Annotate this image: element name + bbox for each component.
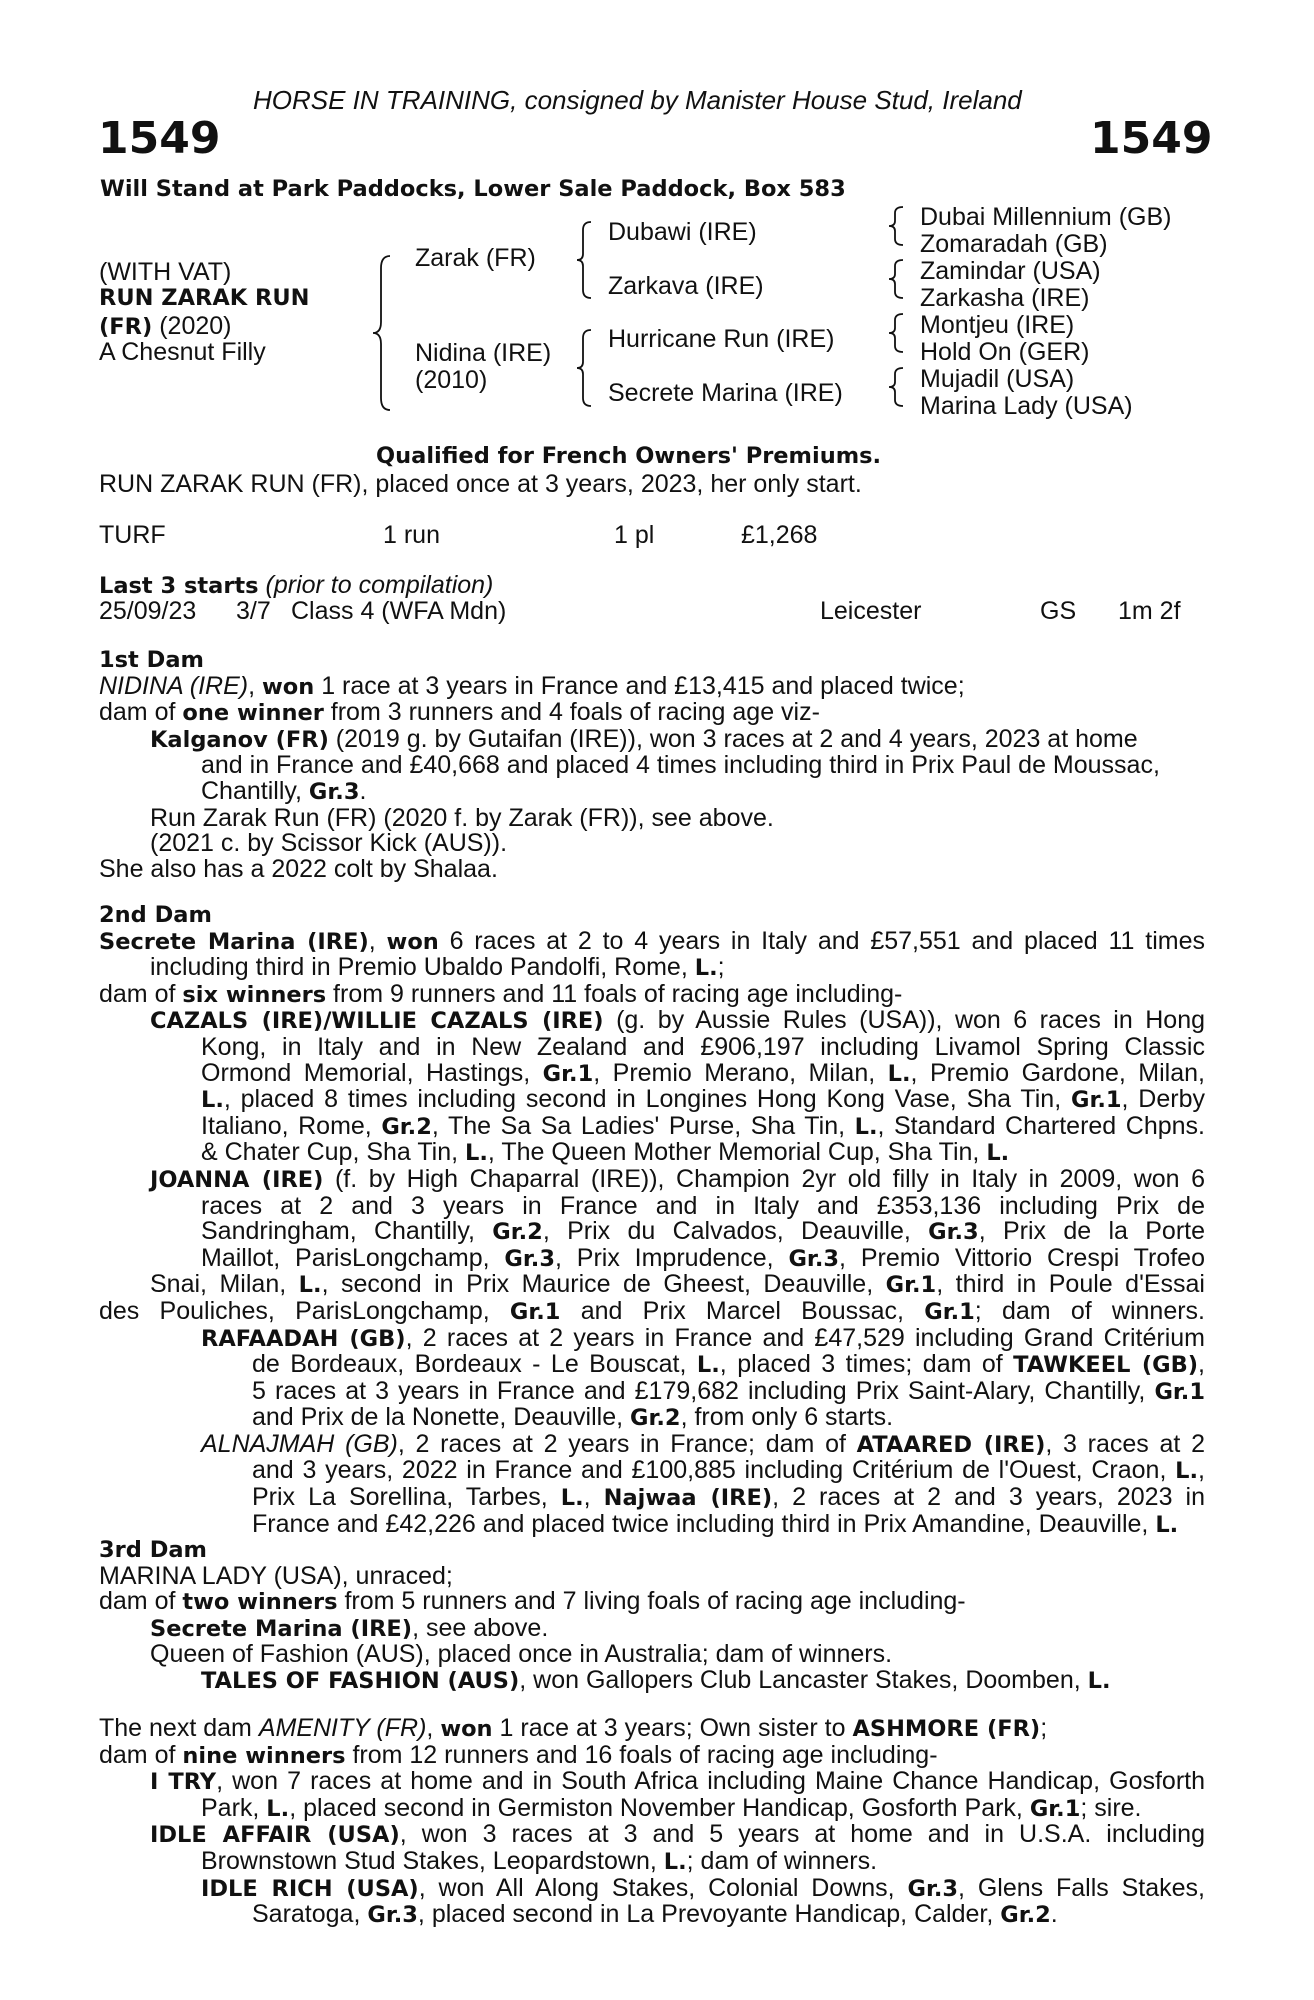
progeny-name: ATAARED (IRE): [856, 1431, 1046, 1458]
pedigree-gg-1: Dubai Millennium (GB): [920, 203, 1172, 231]
text: , Prix de la Porte: [978, 1217, 1205, 1246]
next-dam-progeny: [99, 1769, 1205, 1929]
text-line: [252, 1485, 1205, 1512]
progeny-name: Secrete Marina (IRE): [150, 1615, 413, 1642]
text: , won 7 races at home and in South Africa including Maine Chance Handicap, Gosforth: [216, 1767, 1205, 1796]
winners-count: two winners: [182, 1589, 338, 1616]
grade: L.: [201, 1087, 224, 1114]
last-starts-note: (prior to compilation): [258, 571, 494, 599]
won-label: won: [261, 673, 315, 700]
text: dam of: [99, 1740, 183, 1769]
text: , from only 6 starts.: [680, 1403, 894, 1432]
horse-country: (FR): [99, 314, 153, 340]
text-line: [201, 1219, 1205, 1246]
horse-name: RUN ZARAK RUN: [99, 285, 310, 311]
grade: Gr.3: [504, 1245, 555, 1272]
progeny-run-zarak-run: Run Zarak Run (FR) (2020 f. by Zarak (FR)), see above.: [150, 803, 774, 832]
third-dam-progeny: [99, 1613, 1205, 1695]
text: .: [1050, 1900, 1058, 1929]
dam-name: NIDINA (IRE): [99, 671, 249, 700]
text: , placed 3 times; dam of: [719, 1350, 1014, 1379]
premiums-note: Qualified for French Owners' Premiums.: [376, 443, 882, 469]
record-runs: 1 run: [383, 521, 440, 549]
text-line: [252, 1352, 1205, 1379]
text-line: Kong, in Italy and in New Zealand and £906,197 including Livamol Spring Classic: [201, 1032, 1205, 1061]
next-dam-produce-line: [99, 1740, 1205, 1770]
progeny-cazals: [150, 1008, 1205, 1035]
text: , third in Poule d'Essai: [936, 1270, 1205, 1299]
progeny-name: I TRY: [150, 1769, 217, 1796]
text: 5 races at 3 years in France and £179,682 including Prix Saint-Alary, Chantilly,: [252, 1376, 1155, 1405]
text: and Prix Marcel Boussac,: [560, 1296, 925, 1325]
progeny-joanna-cont: [150, 1191, 1205, 1273]
second-dam-line: [99, 926, 1205, 956]
text: Chantilly,: [201, 776, 309, 805]
grade: L.: [298, 1272, 322, 1299]
text-line: races at 2 and 3 years in France and in Italy and £353,136 including Prix de: [201, 1191, 1205, 1220]
lot-number-left: 1549: [98, 113, 221, 164]
grade: Gr.3: [308, 778, 360, 805]
start-distance: 1m 2f: [1118, 597, 1181, 625]
grade: Gr.2: [1000, 1902, 1051, 1929]
text: , Prix du Calvados, Deauville,: [542, 1217, 929, 1246]
grade: L.: [1087, 1667, 1111, 1694]
text: ; dam of winners.: [974, 1296, 1206, 1325]
grade: Gr.1: [509, 1298, 561, 1325]
text: , The Queen Mother Memorial Cup, Sha Tin,: [487, 1138, 987, 1167]
progeny-kalganov-cont2: [150, 776, 1205, 806]
text: ,: [1198, 1350, 1205, 1379]
text: 1 race at 3 years; Own sister to: [492, 1714, 853, 1742]
start-going: GS: [1040, 597, 1077, 625]
stand-location: Will Stand at Park Paddocks, Lower Sale Paddock, Box 583: [100, 176, 846, 202]
text: Italiano, Rome,: [201, 1111, 382, 1140]
progeny-i-try-cont: [150, 1793, 1205, 1823]
text: , placed 8 times including second in Longines Hong Kong Vase, Sha Tin,: [223, 1085, 1071, 1114]
third-dam-produce-line: [99, 1589, 1205, 1616]
grade: L.: [266, 1795, 290, 1822]
text: , Premio Merano, Milan,: [593, 1058, 888, 1087]
text: , won Gallopers Club Lancaster Stakes, Doomben,: [519, 1665, 1088, 1694]
text: and 3 years, 2022 in France and £100,885 including Critérium de l'Ouest, Craon,: [252, 1456, 1176, 1485]
horse-year: (2020): [152, 312, 232, 340]
vat-note: (WITH VAT): [99, 258, 232, 286]
text: 6 races at 2 to 4 years in Italy and £57,551 and placed 11 times: [438, 926, 1205, 955]
grade: L.: [663, 1848, 687, 1875]
winners-count: six winners: [182, 981, 327, 1008]
text: , 2 races at 2 and 3 years, 2023 in: [772, 1483, 1205, 1512]
text: Brownstown Stud Stakes, Leopardstown,: [201, 1846, 664, 1875]
text: , Prix Imprudence,: [554, 1243, 789, 1272]
first-dam-heading: 1st Dam: [99, 647, 204, 673]
text: ,: [583, 1483, 604, 1512]
consignor-title: HORSE IN TRAINING, consigned by Manister House Stud, Ireland: [253, 85, 1022, 115]
text: and Prix de la Nonette, Deauville,: [252, 1403, 630, 1432]
grade: Gr.1: [1070, 1087, 1122, 1114]
text: (g. by Aussie Rules (USA)), won 6 races in Hong: [603, 1006, 1205, 1035]
text: ; sire.: [1080, 1793, 1142, 1822]
third-dam-line: MARINA LADY (USA), unraced;: [99, 1561, 453, 1590]
lot-number-right: 1549: [1090, 113, 1213, 164]
pedigree-dam-dam: Secrete Marina (IRE): [608, 379, 843, 407]
record-earnings: £1,268: [741, 521, 818, 549]
idle-affair-progeny: [150, 1873, 1205, 1929]
second-dam-section: [99, 903, 1205, 1538]
text: dam of: [99, 698, 183, 727]
text: de Bordeaux, Bordeaux - Le Bouscat,: [252, 1350, 697, 1379]
next-dam-line: [99, 1716, 1205, 1743]
pedigree-brace-3a: [888, 205, 906, 247]
text: , second in Prix Maurice de Gheest, Deauville,: [321, 1270, 886, 1299]
progeny-joanna-cont3: [150, 1272, 1205, 1299]
text: 1 race at 3 years in France and £13,415 and placed twice;: [314, 671, 965, 700]
first-dam-also: She also has a 2022 colt by Shalaa.: [99, 854, 498, 883]
grade: Gr.1: [542, 1060, 594, 1087]
progeny-name: IDLE RICH (USA): [201, 1875, 419, 1902]
progeny-idle-rich: [201, 1873, 1205, 1903]
text: ,: [1198, 1456, 1205, 1485]
grade: L.: [1175, 1458, 1199, 1485]
progeny-joanna-cont4: [99, 1296, 1206, 1326]
winners-count: nine winners: [182, 1742, 346, 1769]
text: Maillot, ParisLongchamp,: [201, 1243, 505, 1272]
record-placings: 1 pl: [614, 521, 655, 549]
progeny-name: Najwaa (IRE): [603, 1485, 773, 1512]
sep: ,: [248, 671, 262, 700]
pedigree-gg-6: Hold On (GER): [920, 338, 1090, 366]
grade: L.: [560, 1485, 584, 1512]
text-line: [201, 1058, 1205, 1088]
progeny-name: IDLE AFFAIR (USA): [150, 1822, 400, 1849]
second-dam-heading: 2nd Dam: [99, 902, 212, 928]
text-line: [201, 1087, 1205, 1114]
text: from 3 runners and 4 foals of racing age viz-: [323, 698, 820, 727]
text: Sandringham, Chantilly,: [201, 1217, 493, 1246]
text: Prix La Sorellina, Tarbes,: [252, 1483, 561, 1512]
text: (2019 g. by Gutaifan (IRE)), won 3 races at 2 and 4 years, 2023 at home: [328, 724, 1138, 753]
grade: Gr.2: [492, 1219, 543, 1246]
first-dam-progeny: [99, 724, 1205, 858]
text-line: [252, 1458, 1205, 1485]
won-label: won: [440, 1716, 493, 1742]
next-dam-section: [99, 1716, 1205, 1929]
joanna-progeny: [99, 1323, 1206, 1539]
text: France and £42,226 and placed twice including third in Prix Amandine, Deauville,: [252, 1509, 1156, 1538]
grade: L.: [854, 1113, 878, 1140]
pedigree-sire-dam: Zarkava (IRE): [608, 272, 764, 300]
progeny-rafaadah: [201, 1323, 1206, 1353]
pedigree-gg-3: Zamindar (USA): [920, 257, 1101, 285]
progeny-idle-rich-cont: [201, 1902, 1205, 1929]
second-dam-progeny: [99, 1008, 1205, 1299]
pedigree-brace-2a: [576, 220, 594, 300]
progeny-queen-of-fashion: Queen of Fashion (AUS), placed once in Australia; dam of winners.: [150, 1640, 893, 1669]
progeny-alnajmah-cont: [201, 1458, 1205, 1538]
start-course: Leicester: [820, 597, 922, 625]
text: , placed second in Germiston November Handicap, Gosforth Park,: [289, 1793, 1030, 1822]
text: .: [359, 776, 367, 805]
progeny-joanna: [150, 1164, 1205, 1194]
grade: Gr.1: [924, 1298, 975, 1325]
winners-count: one winner: [182, 700, 324, 727]
grade: Gr.1: [1029, 1795, 1081, 1822]
grade: Gr.1: [885, 1272, 937, 1299]
won-label: won: [386, 928, 439, 955]
text: dam of: [99, 1587, 183, 1616]
text: , won 3 races at 3 and 5 years at home and in U.S.A. including: [399, 1820, 1205, 1849]
text: dam of: [99, 979, 183, 1008]
grade: L.: [1155, 1511, 1179, 1538]
pedigree-brace-3d: [888, 366, 906, 408]
record-surface: TURF: [99, 521, 166, 549]
start-date: 25/09/23: [99, 597, 197, 625]
pedigree-dam-year: (2010): [415, 366, 488, 394]
text-line: [252, 1405, 1205, 1432]
text: , Premio Vittorio Crespi Trofeo: [839, 1243, 1205, 1272]
progeny-2021-colt: (2021 c. by Scissor Kick (AUS)).: [150, 829, 508, 858]
text: The next dam: [99, 1714, 259, 1742]
text: , Derby: [1121, 1085, 1205, 1114]
progeny-name: Kalganov (FR): [150, 726, 329, 753]
progeny-idle-affair-cont: [150, 1846, 1205, 1876]
text: ;: [717, 953, 725, 982]
text-line: [201, 1111, 1205, 1141]
progeny-kalganov: [150, 724, 1205, 754]
progeny-name: ALNAJMAH (GB): [201, 1429, 398, 1458]
progeny-secrete-marina: [150, 1613, 1205, 1643]
second-dam-line-cont: [99, 955, 1205, 982]
text: , 2 races at 2 years in France and £47,529 including Grand Critérium: [405, 1323, 1206, 1352]
text: Park,: [201, 1793, 267, 1822]
progeny-tales-of-fashion: [150, 1665, 1205, 1695]
start-race: Class 4 (WFA Mdn): [291, 597, 507, 625]
text: , Premio Gardone, Milan,: [910, 1058, 1205, 1087]
text: including third in Premio Ubaldo Pandolfi, Rome,: [150, 953, 695, 982]
text: from 9 runners and 11 foals of racing age including-: [326, 979, 903, 1008]
racing-summary: RUN ZARAK RUN (FR), placed once at 3 years, 2023, her only start.: [99, 470, 862, 498]
sister-name: ASHMORE (FR): [852, 1716, 1041, 1742]
grade: L.: [986, 1140, 1010, 1167]
grade: Gr.1: [1154, 1378, 1205, 1405]
pedigree-dam-sire: Hurricane Run (IRE): [608, 325, 835, 353]
horse-description: A Chesnut Filly: [99, 338, 266, 366]
progeny-idle-affair: [150, 1822, 1205, 1849]
text: , won All Along Stakes, Colonial Downs,: [418, 1873, 908, 1902]
text-line: [201, 1243, 1205, 1273]
sep: ,: [368, 926, 387, 955]
progeny-kalganov-cont: and in France and £40,668 and placed 4 times including third in Prix Paul de Moussac,: [201, 751, 1160, 780]
text-line: [252, 1376, 1205, 1406]
start-position: 3/7: [236, 597, 271, 625]
pedigree-gg-8: Marina Lady (USA): [920, 392, 1133, 420]
text: Ormond Memorial, Hastings,: [201, 1058, 543, 1087]
text: from 12 runners and 16 foals of racing age including-: [345, 1740, 938, 1769]
progeny-name: TALES OF FASHION (AUS): [201, 1667, 520, 1694]
pedigree-gg-7: Mujadil (USA): [920, 365, 1075, 393]
grade: Gr.3: [367, 1902, 418, 1929]
pedigree-sire-sire: Dubawi (IRE): [608, 218, 757, 246]
grade: L.: [465, 1140, 488, 1167]
progeny-name: JOANNA (IRE): [150, 1166, 324, 1193]
text: , 2 races at 2 years in France; dam of: [397, 1429, 857, 1458]
text: , placed second in La Prevoyante Handicap, Calder,: [417, 1900, 1001, 1929]
grade: Gr.3: [788, 1245, 840, 1272]
grade: L.: [694, 955, 718, 982]
grade: Gr.2: [381, 1113, 432, 1140]
pedigree-brace-2b: [576, 328, 594, 408]
first-dam-section: [99, 648, 1205, 882]
text: ;: [1040, 1714, 1048, 1742]
text: from 5 runners and 7 living foals of racing age including-: [337, 1587, 966, 1616]
grade: Gr.3: [907, 1875, 959, 1902]
last-starts-title: Last 3 starts: [99, 573, 259, 599]
grade: L.: [887, 1060, 911, 1087]
text: , Standard Chartered Chpns.: [877, 1111, 1205, 1140]
text: Snai, Milan,: [150, 1270, 299, 1299]
pedigree-sire: Zarak (FR): [415, 244, 536, 272]
text: & Chater Cup, Sha Tin,: [201, 1138, 466, 1167]
pedigree-brace-3b: [888, 258, 906, 300]
text: Saratoga,: [252, 1900, 368, 1929]
grade: Gr.2: [630, 1405, 681, 1432]
progeny-name: CAZALS (IRE)/WILLIE CAZALS (IRE): [150, 1008, 604, 1035]
progeny-i-try: [150, 1769, 1205, 1796]
grade: Gr.3: [928, 1219, 979, 1246]
first-dam-line: [99, 671, 1205, 701]
text: ; dam of winners.: [686, 1846, 878, 1875]
dam-name: AMENITY (FR): [258, 1714, 427, 1742]
third-dam-section: [99, 1538, 1205, 1695]
second-dam-produce-line: [99, 979, 1205, 1009]
pedigree-brace-1: [372, 254, 394, 412]
text-line: [201, 1140, 1205, 1167]
pedigree-dam: Nidina (IRE): [415, 339, 552, 367]
text: , 3 races at 2: [1045, 1429, 1205, 1458]
dam-name: Secrete Marina (IRE): [99, 928, 369, 955]
text: (f. by High Chaparral (IRE)), Champion 2yr old filly in Italy in 2009, won 6: [323, 1164, 1205, 1193]
third-dam-heading: 3rd Dam: [99, 1537, 207, 1563]
text: des Pouliches, ParisLongchamp,: [99, 1296, 510, 1325]
pedigree-brace-3c: [888, 312, 906, 354]
text-line: [252, 1509, 1205, 1539]
text: , The Sa Sa Ladies' Purse, Sha Tin,: [431, 1111, 855, 1140]
progeny-name: TAWKEEL (GB): [1013, 1352, 1199, 1379]
pedigree-gg-2: Zomaradah (GB): [920, 230, 1108, 258]
grade: L.: [696, 1352, 720, 1379]
progeny-rafaadah-cont: [201, 1352, 1205, 1432]
first-dam-produce-line: [99, 700, 1205, 727]
sep: ,: [426, 1714, 441, 1742]
progeny-name: RAFAADAH (GB): [201, 1325, 406, 1352]
text: , Glens Falls Stakes,: [958, 1873, 1205, 1902]
pedigree-gg-5: Montjeu (IRE): [920, 311, 1075, 339]
progeny-cazals-cont: [150, 1032, 1205, 1167]
pedigree-gg-4: Zarkasha (IRE): [920, 284, 1090, 312]
progeny-alnajmah: [201, 1429, 1205, 1459]
text: , see above.: [412, 1613, 549, 1642]
